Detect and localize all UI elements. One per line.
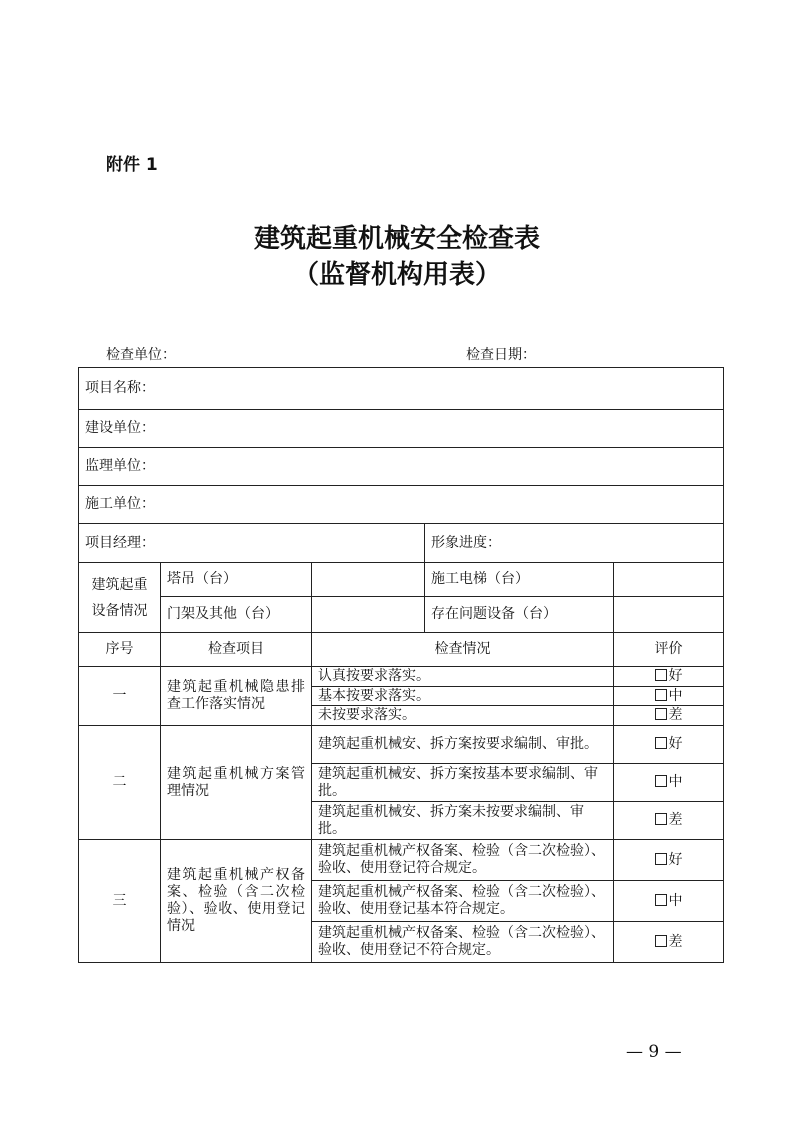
document-subtitle: （监督机构用表） <box>292 260 501 290</box>
table-row <box>79 667 724 687</box>
rating-checkbox-medium[interactable] <box>614 687 724 706</box>
gantry-count-field[interactable] <box>312 597 425 633</box>
tower-crane-label: 塔吊（台） <box>161 563 312 597</box>
rating-checkbox-medium[interactable] <box>614 764 724 802</box>
checkbox-icon <box>655 775 667 787</box>
inspection-table <box>78 367 724 963</box>
inspection-unit-label: 检查单位： <box>106 347 176 363</box>
rating-label: 好 <box>668 736 683 752</box>
rating-label: 中 <box>668 892 683 909</box>
checkbox-icon <box>655 813 667 825</box>
table-row <box>79 368 724 410</box>
row-2-no: 二 <box>79 726 161 840</box>
checkbox-icon <box>655 708 667 720</box>
problem-equipment-count-field[interactable] <box>614 597 724 633</box>
row-2-check-3: 建筑起重机械安、拆方案未按要求编制、审批。 <box>312 802 614 840</box>
table-row <box>79 563 724 597</box>
checkbox-icon <box>655 737 667 749</box>
builder-field[interactable]: 建设单位： <box>79 410 724 448</box>
rating-label: 好 <box>668 668 683 684</box>
table-row <box>79 448 724 486</box>
checkbox-icon <box>655 689 667 701</box>
row-1-item: 建筑起重机械隐患排查工作落实情况 <box>161 667 312 726</box>
row-1-check-1: 认真按要求落实。 <box>312 667 614 687</box>
table-header-row <box>79 633 724 667</box>
row-2-check-1: 建筑起重机械安、拆方案按要求编制、审批。 <box>312 726 614 764</box>
rating-checkbox-medium[interactable] <box>614 881 724 922</box>
table-row <box>79 840 724 881</box>
row-1-check-2: 基本按要求落实。 <box>312 687 614 706</box>
document-title: 建筑起重机械安全检查表 <box>253 224 540 254</box>
elevator-count-field[interactable] <box>614 563 724 597</box>
progress-field[interactable]: 形象进度： <box>425 524 724 563</box>
row-2-item: 建筑起重机械方案管理情况 <box>161 726 312 840</box>
elevator-label: 施工电梯（台） <box>425 563 614 597</box>
rating-checkbox-poor[interactable] <box>614 802 724 840</box>
page-number: — 9 — <box>626 1042 682 1062</box>
table-row <box>79 486 724 524</box>
checkbox-icon <box>655 853 667 865</box>
gantry-label: 门架及其他（台） <box>161 597 312 633</box>
header-situation: 检查情况 <box>312 633 614 667</box>
contractor-field[interactable]: 施工单位： <box>79 486 724 524</box>
rating-label: 中 <box>668 774 683 790</box>
header-rating: 评价 <box>614 633 724 667</box>
tower-crane-count-field[interactable] <box>312 563 425 597</box>
header-item: 检查项目 <box>161 633 312 667</box>
row-1-check-3: 未按要求落实。 <box>312 706 614 726</box>
checkbox-icon <box>655 669 667 681</box>
rating-label: 中 <box>668 687 683 704</box>
row-3-no: 三 <box>79 840 161 963</box>
header-no: 序号 <box>79 633 161 667</box>
row-3-check-3: 建筑起重机械产权备案、检验（含二次检验）、验收、使用登记不符合规定。 <box>312 922 614 963</box>
row-2-check-2: 建筑起重机械安、拆方案按基本要求编制、审批。 <box>312 764 614 802</box>
rating-checkbox-poor[interactable] <box>614 706 724 726</box>
rating-checkbox-good[interactable] <box>614 667 724 687</box>
rating-checkbox-good[interactable] <box>614 726 724 764</box>
row-1-no: 一 <box>79 667 161 726</box>
rating-label: 差 <box>668 707 683 723</box>
rating-label: 差 <box>668 933 683 950</box>
attachment-label: 附件 1 <box>106 155 158 175</box>
row-3-check-1: 建筑起重机械产权备案、检验（含二次检验）、验收、使用登记符合规定。 <box>312 840 614 881</box>
checkbox-icon <box>655 894 667 906</box>
manager-field[interactable]: 项目经理： <box>79 524 425 563</box>
row-3-check-2: 建筑起重机械产权备案、检验（含二次检验）、验收、使用登记基本符合规定。 <box>312 881 614 922</box>
row-3-item: 建筑起重机械产权备案、检验（含二次检验）、验收、使用登记情况 <box>161 840 312 963</box>
rating-checkbox-poor[interactable] <box>614 922 724 963</box>
project-name-field[interactable]: 项目名称： <box>79 368 724 410</box>
table-row <box>79 726 724 764</box>
supervisor-field[interactable]: 监理单位： <box>79 448 724 486</box>
rating-checkbox-good[interactable] <box>614 840 724 881</box>
rating-label: 好 <box>668 851 683 868</box>
rating-label: 差 <box>668 812 683 828</box>
equipment-label: 建筑起重设备情况 <box>79 563 161 633</box>
inspection-date-label: 检查日期： <box>466 347 536 363</box>
table-row <box>79 524 724 563</box>
table-row <box>79 597 724 633</box>
table-row <box>79 410 724 448</box>
problem-equipment-label: 存在问题设备（台） <box>425 597 614 633</box>
checkbox-icon <box>655 935 667 947</box>
